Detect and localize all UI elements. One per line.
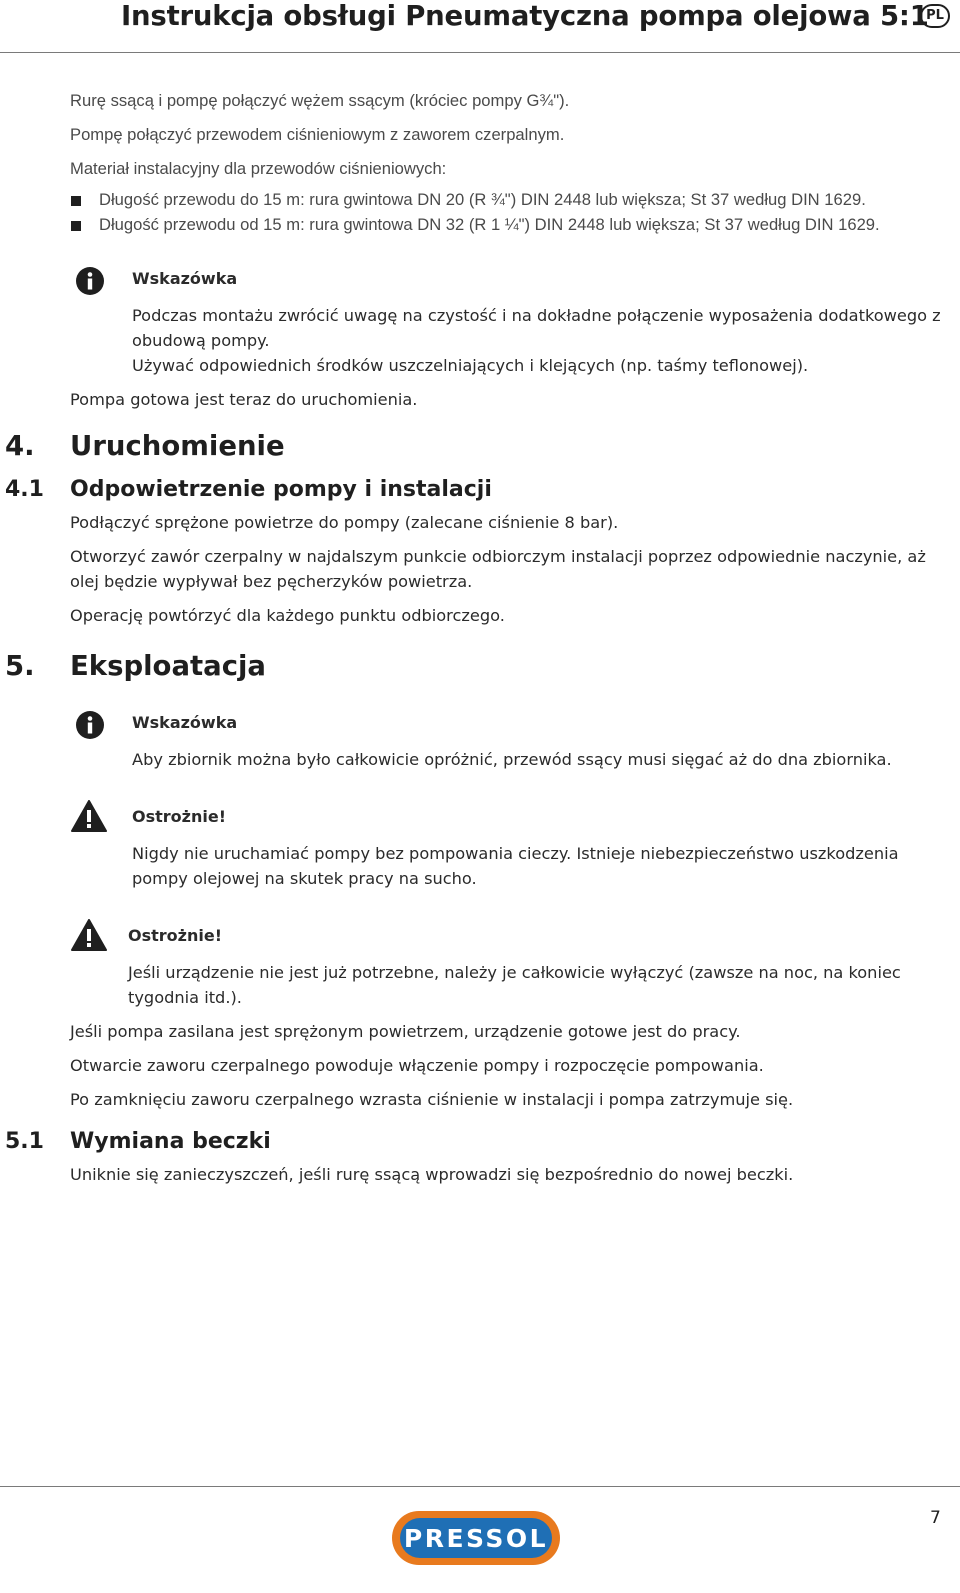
- list-item: Długość przewodu do 15 m: rura gwintowa DN 20 (R ¾") DIN 2448 lub większa; St 37 według DIN 1629.: [70, 187, 955, 212]
- subsection-number: 4.1: [5, 477, 44, 502]
- list-item: Długość przewodu od 15 m: rura gwintowa DN 32 (R 1 ¼") DIN 2448 lub większa; St 37 według DIN 1629.: [70, 212, 955, 237]
- section-title: Eksploatacja: [70, 650, 266, 682]
- caution-note-1: [70, 804, 955, 891]
- intro-paragraph-3: Materiał instalacyjny dla przewodów ciśnieniowych:: [70, 159, 447, 178]
- section-4-heading: [5, 426, 955, 466]
- section-5-paragraph-3: Po zamknięciu zaworu czerpalnego wzrasta ciśnienie w instalacji i pompa zatrzymuje się.: [70, 1090, 794, 1109]
- section-4-1-paragraph-3: Operację powtórzyć dla każdego punktu odbiorczego.: [70, 606, 505, 625]
- section-5-1-paragraph-1: Uniknie się zanieczyszczeń, jeśli rurę ssącą wprowadzi się bezpośrednio do nowej beczki.: [70, 1165, 794, 1184]
- hint-note-1: [70, 266, 955, 378]
- section-5-paragraph-1: Jeśli pompa zasilana jest sprężonym powietrzem, urządzenie gotowe jest do pracy.: [70, 1022, 741, 1041]
- pressol-logo: [390, 1508, 562, 1568]
- warning-icon: [71, 919, 107, 951]
- note-title: Ostrożnie!: [128, 926, 222, 945]
- note-body-2: Używać odpowiednich środków uszczelniających i klejących (np. taśmy teflonowej).: [132, 356, 809, 375]
- note-title: Wskazówka: [132, 713, 238, 732]
- note-body-1: Podczas montażu zwrócić uwagę na czystość i na dokładne połączenie wyposażenia dodatkowego z obudową pompy.: [132, 306, 941, 350]
- section-number: 5.: [5, 650, 35, 682]
- subsection-title: Odpowietrzenie pompy i instalacji: [70, 477, 492, 502]
- page-header: [0, 0, 960, 53]
- page-content: [5, 88, 955, 1187]
- note-body: Nigdy nie uruchamiać pompy bez pompowania cieczy. Istnieje niebezpieczeństwo uszkodzenia pompy olejowej na skutek pracy na sucho.: [132, 844, 899, 888]
- ready-text: Pompa gotowa jest teraz do uruchomienia.: [70, 390, 418, 409]
- section-number: 4.: [5, 430, 35, 462]
- caution-note-2: [70, 923, 955, 1010]
- subsection-title: Wymiana beczki: [70, 1129, 271, 1154]
- intro-paragraph-1: Rurę ssącą i pompę połączyć wężem ssącym (króciec pompy G¾").: [70, 91, 570, 110]
- note-title: Wskazówka: [132, 269, 238, 288]
- intro-paragraph-2: Pompę połączyć przewodem ciśnieniowym z zaworem czerpalnym.: [70, 125, 565, 144]
- info-icon: [75, 266, 105, 296]
- section-5-heading: [5, 646, 955, 686]
- section-4-1-heading: [5, 474, 955, 506]
- subsection-number: 5.1: [5, 1129, 44, 1154]
- note-body: Aby zbiornik można było całkowicie opróżnić, przewód ssący musi sięgać aż do dna zbiornika.: [132, 750, 892, 769]
- info-icon: [75, 710, 105, 740]
- hint-note-2: [70, 710, 955, 772]
- note-body: Jeśli urządzenie nie jest już potrzebne, należy je całkowicie wyłączyć (zawsze na noc, na koniec tygodnia itd.).: [128, 963, 901, 1007]
- header-title: Instrukcja obsługi Pneumatyczna pompa olejowa 5:1: [121, 0, 929, 32]
- bullet-square-icon: [71, 196, 81, 206]
- section-5-paragraph-2: Otwarcie zaworu czerpalnego powoduje włączenie pompy i rozpoczęcie pompowania.: [70, 1056, 764, 1075]
- bullet-square-icon: [71, 221, 81, 231]
- footer-divider: [0, 1486, 960, 1487]
- page-number: 7: [930, 1508, 941, 1528]
- section-4-1-paragraph-1: Podłączyć sprężone powietrze do pompy (zalecane ciśnienie 8 bar).: [70, 513, 619, 532]
- section-5-1-heading: [5, 1126, 955, 1158]
- note-title: Ostrożnie!: [132, 807, 226, 826]
- bullet-list: [70, 187, 955, 237]
- language-badge: PL: [920, 4, 950, 28]
- section-title: Uruchomienie: [70, 430, 285, 462]
- section-4-1-paragraph-2: Otworzyć zawór czerpalny w najdalszym punkcie odbiorczym instalacji poprzez odpowiednie naczynie, aż olej będzie wypływał bez pęcherzyków powietrza.: [70, 547, 926, 591]
- warning-icon: [71, 800, 107, 832]
- logo-text: PRESSOL: [403, 1524, 549, 1553]
